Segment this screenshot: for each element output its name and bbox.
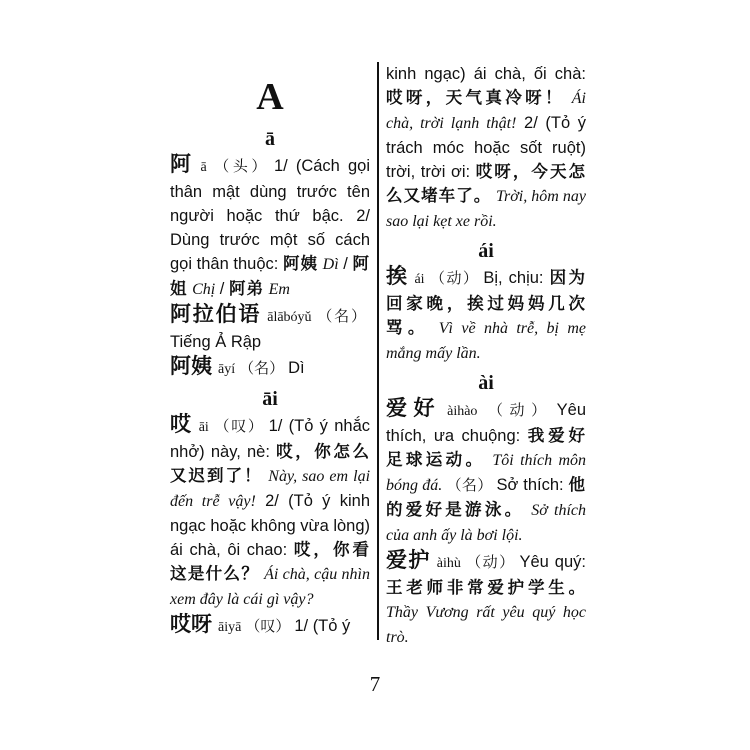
example-vi: Ái chà, trời lạnh thật! — [386, 90, 586, 132]
example-zh: 哎呀，今天怎么又堵车了。 — [386, 162, 587, 205]
pinyin: āyí — [218, 362, 236, 377]
headword: 哎呀 — [170, 612, 212, 636]
definition: 1/ (Tỏ ý — [294, 617, 351, 635]
example-zh: 阿姐 — [170, 254, 370, 298]
example-vi: Dì — [322, 256, 339, 273]
definition: 1/ (Tỏ ý nhắc nhở) này, nè: — [170, 417, 370, 461]
headword: 阿姨 — [170, 354, 212, 378]
pinyin: ālābóyǔ — [267, 310, 312, 325]
definition: kinh ngạc) ái chà, ối chà: — [386, 65, 586, 83]
example-vi: Thầy Vương rất yêu quý học trò. — [386, 604, 586, 646]
part-of-speech: （动） — [464, 554, 516, 571]
syllable-heading-ai-2: ái — [478, 240, 494, 262]
part-of-speech: （头） — [210, 158, 270, 175]
example-zh: 哎，你怎么又迟到了！ — [170, 442, 370, 485]
definition: Yêu thích, ưa chuộng: — [386, 401, 586, 445]
definition: Tiếng Ả Rập — [170, 333, 262, 351]
example-zh: 他的爱好是游泳。 — [386, 475, 586, 519]
entry-aiya — [170, 612, 370, 640]
example-vi: Này, sao em lại đến trễ vậy! — [170, 468, 371, 510]
example-zh: 阿弟 — [228, 279, 264, 298]
entry-aihao — [386, 396, 586, 548]
section-letter: A — [256, 76, 284, 118]
separator: / — [338, 255, 353, 273]
entry-ayi — [170, 354, 370, 382]
part-of-speech: （名） — [315, 308, 366, 325]
definition: 2/ (Tỏ ý trách móc hoặc sốt ruột) trời, trời ơi: — [386, 114, 586, 181]
pinyin: àihào — [447, 404, 478, 419]
syllable-heading-a: ā — [265, 128, 275, 150]
pinyin: āiyā — [218, 620, 242, 635]
entry-ai-endure — [386, 264, 586, 366]
headword: 阿 — [170, 152, 195, 176]
part-of-speech: （动） — [428, 270, 480, 287]
headword: 爱好 — [386, 396, 442, 420]
example-zh: 阿姨 — [282, 254, 319, 273]
example-vi: Trời, hôm nay sao lại kẹt xe rồi. — [386, 188, 586, 230]
entry-aihu — [386, 548, 586, 650]
entry-alaboyu — [170, 302, 370, 354]
definition: 1/ (Cách gọi thân mật dùng trước tên người hoặc thứ bậc. 2/ Dùng trước một số cách gọi thân thuộc: — [170, 157, 370, 273]
example-vi: Tôi thích môn bóng đá. — [386, 452, 587, 494]
part-of-speech: （名） — [446, 477, 493, 494]
definition: 2/ (Tỏ ý kinh ngạc hoặc không vừa lòng) ái chà, ôi chao: — [170, 492, 371, 559]
syllable-heading-ai-4: ài — [478, 372, 494, 394]
headword: 哎 — [170, 412, 193, 436]
part-of-speech: （叹） — [245, 618, 291, 635]
example-zh: 王老师非常爱护学生。 — [386, 578, 586, 597]
pinyin: ā — [200, 160, 207, 175]
example-vi: Em — [268, 281, 290, 298]
headword: 挨 — [386, 264, 409, 288]
part-of-speech: （名） — [239, 360, 285, 377]
page-number: 7 — [369, 672, 381, 696]
definition: Yêu quý: — [519, 553, 586, 571]
example-zh: 我爱好足球运动。 — [386, 426, 586, 469]
part-of-speech: （叹） — [212, 418, 265, 435]
entry-ai — [170, 412, 370, 612]
headword: 阿拉伯语 — [170, 302, 262, 326]
definition: Dì — [288, 359, 305, 377]
headword: 爱护 — [386, 548, 431, 572]
example-vi: Ái chà, cậu nhìn xem đây là cái gì vậy? — [170, 566, 370, 608]
entry-a — [170, 152, 370, 302]
separator: / — [215, 280, 229, 298]
left-column — [170, 62, 370, 640]
entry-aiya-continued — [386, 62, 586, 234]
example-vi: Sở thích của anh ấy là bơi lội. — [386, 502, 587, 544]
example-vi: Vì về nhà trễ, bị mẹ mắng mấy lần. — [386, 320, 587, 362]
example-vi: Chị — [192, 281, 216, 298]
column-divider — [377, 62, 379, 640]
example-zh: 哎，你看这是什么？ — [170, 540, 371, 583]
pinyin: āi — [198, 420, 209, 435]
syllable-heading-ai: āi — [262, 388, 278, 410]
part-of-speech: （动） — [481, 402, 553, 419]
example-zh: 因为回家晚，挨过妈妈几次骂。 — [386, 268, 587, 337]
definition: Bị, chịu: — [483, 269, 550, 287]
right-column — [386, 62, 586, 650]
example-zh: 哎呀，天气真冷呀！ — [386, 88, 565, 107]
pinyin: àihù — [436, 556, 461, 571]
pinyin: ái — [414, 272, 425, 287]
definition: Sở thích: — [496, 476, 569, 494]
